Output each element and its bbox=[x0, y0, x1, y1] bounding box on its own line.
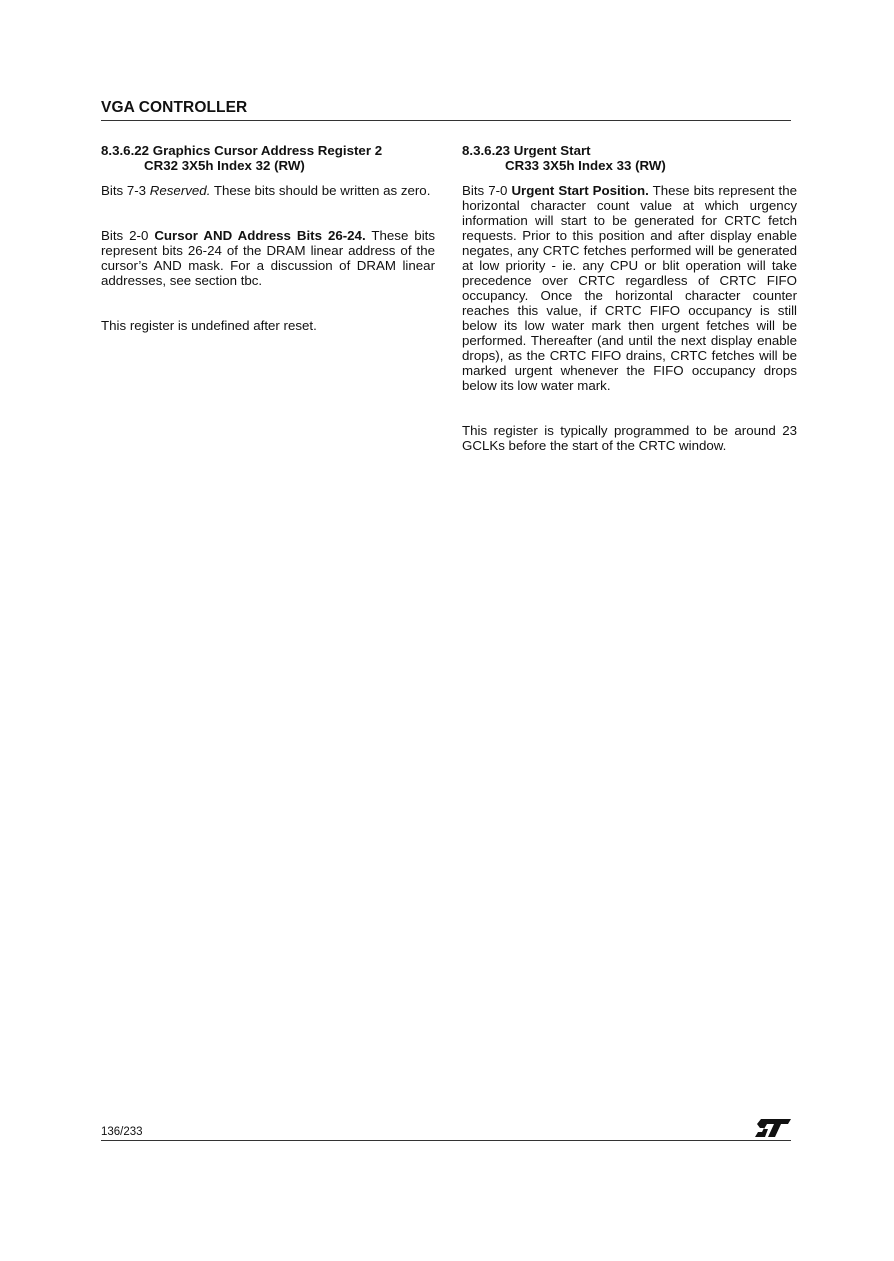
reserved-label: Reserved. bbox=[149, 183, 211, 198]
section-heading-left bbox=[101, 143, 435, 173]
left-column bbox=[101, 143, 435, 333]
bits-label: Bits 7-3 bbox=[101, 183, 150, 198]
paragraph-bits-2-0 bbox=[101, 228, 435, 288]
register-line: CR32 3X5h Index 32 (RW) bbox=[144, 158, 305, 173]
paragraph-text: These bits should be written as zero. bbox=[210, 183, 431, 198]
page-header-title: VGA CONTROLLER bbox=[101, 99, 248, 116]
section-number: 8.3.6.23 bbox=[462, 143, 511, 158]
paragraph-text: These bits represent bits 26-24 of the DRAM linear address of the cursor’s AND mask. For a discussion of DRAM linear addresses, see section tbc. bbox=[101, 228, 435, 288]
section-title: Urgent Start bbox=[513, 143, 591, 158]
paragraph-bits-7-0 bbox=[462, 183, 797, 393]
st-logo-icon bbox=[755, 1117, 791, 1139]
paragraph-reset-note: This register is undefined after reset. bbox=[101, 318, 317, 333]
page-number: 136/233 bbox=[101, 1126, 143, 1138]
paragraph-bits-7-3 bbox=[101, 183, 435, 198]
section-heading-right bbox=[462, 143, 797, 173]
section-title: Graphics Cursor Address Register 2 bbox=[152, 143, 383, 158]
section-number: 8.3.6.22 bbox=[101, 143, 150, 158]
field-name: Cursor AND Address Bits 26-24. bbox=[154, 228, 366, 243]
paragraph-programming-note: This register is typically programmed to be around 23 GCLKs before the start of the CRTC window. bbox=[462, 423, 797, 453]
bits-label: Bits 2-0 bbox=[101, 228, 155, 243]
right-column bbox=[462, 143, 797, 453]
register-line: CR33 3X5h Index 33 (RW) bbox=[505, 158, 666, 173]
header-divider bbox=[101, 120, 791, 121]
paragraph-text: These bits represent the horizontal character count value at which urgency information will start to be generated for CRTC fetch requests. Prior to this position and after display enable negates, any CRTC fetches performed will be generated at low priority - ie. any CPU or blit operation will take precedence over CRTC regardless of CRTC FIFO occupancy. Once the horizontal character counter reaches this value, if CRTC FIFO occupancy is still below its low water mark then urgent fetches will be performed. Thereafter (and until the next display enable drops), as the CRTC FIFO drains, CRTC fetches will be marked urgent whenever the FIFO occupancy drops below its low water mark. bbox=[462, 183, 798, 393]
footer-divider bbox=[101, 1140, 791, 1141]
field-name: Urgent Start Position. bbox=[511, 183, 649, 198]
bits-label: Bits 7-0 bbox=[462, 183, 512, 198]
